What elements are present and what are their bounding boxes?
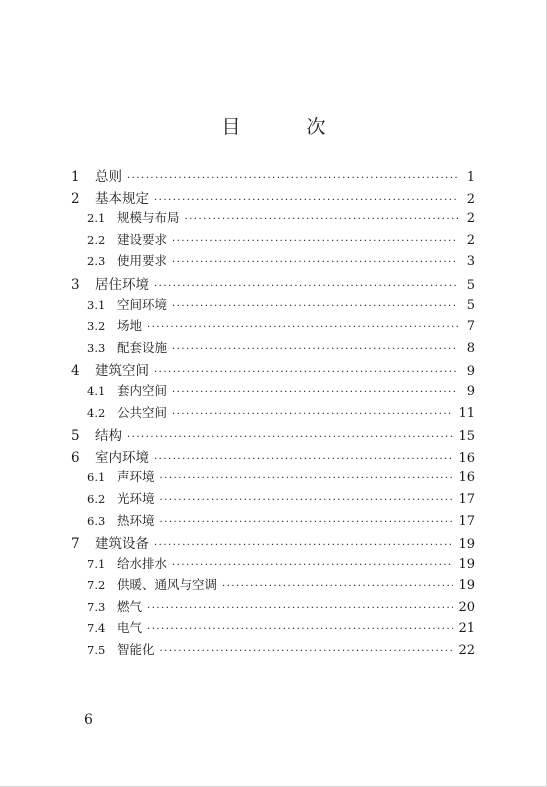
toc-entry-number: 5 xyxy=(71,428,80,445)
toc-leader-dots xyxy=(127,173,458,184)
toc-entry[interactable] xyxy=(71,403,475,425)
toc-entry-label: 套内空间 xyxy=(117,382,168,398)
toc-entry-page: 2 xyxy=(466,211,475,227)
toc-entry-number: 7.4 xyxy=(87,621,106,636)
toc-leader-dots xyxy=(172,560,453,571)
toc-entry-number: 4.2 xyxy=(87,405,106,420)
toc-entry[interactable] xyxy=(71,208,475,230)
toc-entry-label: 结构 xyxy=(95,428,122,445)
toc-entry-label: 建筑空间 xyxy=(95,363,149,380)
toc-leader-dots xyxy=(160,473,454,484)
toc-entry[interactable] xyxy=(71,446,475,468)
toc-leader-dots xyxy=(172,344,458,355)
toc-entry[interactable] xyxy=(71,359,475,381)
toc-entry-label: 规模与布局 xyxy=(117,210,180,226)
toc-leader-dots xyxy=(147,322,458,333)
table-of-contents xyxy=(71,165,475,662)
toc-entry-number: 7.5 xyxy=(87,643,106,658)
toc-entry-label: 声环境 xyxy=(117,469,155,485)
toc-entry-number: 7 xyxy=(71,536,80,553)
toc-entry-page: 5 xyxy=(466,297,475,313)
toc-entry-number: 6.2 xyxy=(87,491,106,506)
toc-entry-label: 基本规定 xyxy=(95,190,149,207)
toc-entry-label: 智能化 xyxy=(117,642,155,658)
toc-entry-number: 4 xyxy=(71,363,80,380)
toc-entry-number: 2.3 xyxy=(87,254,106,269)
toc-entry-number: 6 xyxy=(71,449,80,466)
toc-entry-page: 22 xyxy=(458,643,475,659)
toc-entry-page: 7 xyxy=(466,319,475,335)
toc-leader-dots xyxy=(222,581,453,592)
toc-entry-page: 17 xyxy=(458,513,475,529)
toc-leader-dots xyxy=(172,236,458,247)
toc-entry[interactable] xyxy=(71,165,475,187)
toc-leader-dots xyxy=(147,603,453,614)
toc-entry[interactable] xyxy=(71,640,475,662)
toc-entry[interactable] xyxy=(71,424,475,446)
toc-entry[interactable] xyxy=(71,273,475,295)
toc-leader-dots xyxy=(154,367,458,378)
toc-entry-page: 19 xyxy=(458,537,475,553)
toc-entry-page: 1 xyxy=(466,170,475,185)
toc-entry[interactable] xyxy=(71,532,475,554)
toc-entry-number: 6.3 xyxy=(87,513,106,528)
toc-entry-number: 3.1 xyxy=(87,297,106,312)
toc-entry-number: 3.3 xyxy=(87,340,106,355)
toc-entry[interactable] xyxy=(71,554,475,576)
toc-leader-dots xyxy=(172,257,458,268)
toc-entry-page: 19 xyxy=(458,556,475,572)
toc-entry-page: 3 xyxy=(466,254,475,270)
toc-entry-number: 7.1 xyxy=(87,556,106,571)
toc-entry[interactable] xyxy=(71,618,475,640)
toc-entry-number: 7.2 xyxy=(87,578,106,593)
toc-entry-page: 19 xyxy=(458,578,475,594)
toc-entry-page: 21 xyxy=(458,621,475,637)
toc-entry[interactable] xyxy=(71,338,475,360)
toc-entry-label: 室内环境 xyxy=(95,449,149,466)
toc-entry-page: 2 xyxy=(466,191,475,207)
toc-entry-number: 6.1 xyxy=(87,470,106,485)
page-title: 目 次 xyxy=(221,116,356,138)
page-number: 6 xyxy=(84,712,93,728)
toc-entry-page: 8 xyxy=(466,340,475,356)
toc-leader-dots xyxy=(172,301,458,312)
toc-leader-dots xyxy=(127,432,453,443)
toc-entry-number: 2.2 xyxy=(87,232,106,247)
toc-entry-number: 2.1 xyxy=(87,211,106,226)
toc-entry-label: 光环境 xyxy=(117,490,155,506)
toc-entry-page: 16 xyxy=(458,450,475,466)
toc-leader-dots xyxy=(172,387,458,398)
toc-entry-label: 供暖、通风与空调 xyxy=(117,577,218,593)
toc-entry[interactable] xyxy=(71,316,475,338)
toc-entry[interactable] xyxy=(71,575,475,597)
toc-entry-label: 公共空间 xyxy=(117,404,168,420)
toc-entry[interactable] xyxy=(71,230,475,252)
toc-entry-number: 2 xyxy=(71,190,80,207)
toc-entry-number: 4.1 xyxy=(87,383,106,398)
toc-entry-label: 场地 xyxy=(117,318,143,334)
toc-entry[interactable] xyxy=(71,489,475,511)
toc-entry-label: 空间环境 xyxy=(117,296,168,312)
toc-entry-page: 11 xyxy=(458,405,475,421)
toc-entry-label: 热环境 xyxy=(117,512,155,528)
toc-entry-page: 16 xyxy=(458,470,475,486)
toc-entry-label: 给水排水 xyxy=(117,555,168,571)
toc-leader-dots xyxy=(147,624,453,635)
toc-entry[interactable] xyxy=(71,381,475,403)
toc-entry-page: 5 xyxy=(466,277,475,293)
toc-leader-dots xyxy=(172,409,453,420)
toc-leader-dots xyxy=(185,214,458,225)
toc-entry-page: 9 xyxy=(466,364,475,380)
toc-entry[interactable] xyxy=(71,251,475,273)
toc-leader-dots xyxy=(160,646,454,657)
toc-entry-page: 2 xyxy=(466,232,475,248)
toc-entry-page: 20 xyxy=(458,599,475,615)
toc-entry-label: 使用要求 xyxy=(117,253,168,269)
toc-leader-dots xyxy=(154,281,458,292)
toc-entry[interactable] xyxy=(71,187,475,209)
toc-leader-dots xyxy=(154,195,458,206)
toc-entry-page: 15 xyxy=(458,429,475,445)
toc-entry-number: 1 xyxy=(71,169,80,185)
toc-entry-label: 配套设施 xyxy=(117,339,168,355)
toc-entry-number: 7.3 xyxy=(87,599,106,614)
toc-leader-dots xyxy=(160,495,454,506)
toc-entry-label: 建设要求 xyxy=(117,231,168,247)
toc-leader-dots xyxy=(154,454,453,465)
toc-entry-label: 居住环境 xyxy=(95,276,149,293)
toc-leader-dots xyxy=(160,517,454,528)
toc-entry-page: 17 xyxy=(458,491,475,507)
toc-entry-page: 9 xyxy=(466,383,475,399)
toc-entry[interactable] xyxy=(71,467,475,489)
toc-entry[interactable] xyxy=(71,295,475,317)
toc-entry-number: 3 xyxy=(71,276,80,293)
toc-entry-label: 建筑设备 xyxy=(95,536,149,553)
toc-entry[interactable] xyxy=(71,511,475,533)
toc-entry-label: 总则 xyxy=(95,169,122,185)
toc-entry-label: 电气 xyxy=(117,620,143,636)
toc-entry-number: 3.2 xyxy=(87,319,106,334)
toc-leader-dots xyxy=(154,540,453,551)
toc-entry[interactable] xyxy=(71,597,475,619)
toc-entry-label: 燃气 xyxy=(117,598,143,614)
